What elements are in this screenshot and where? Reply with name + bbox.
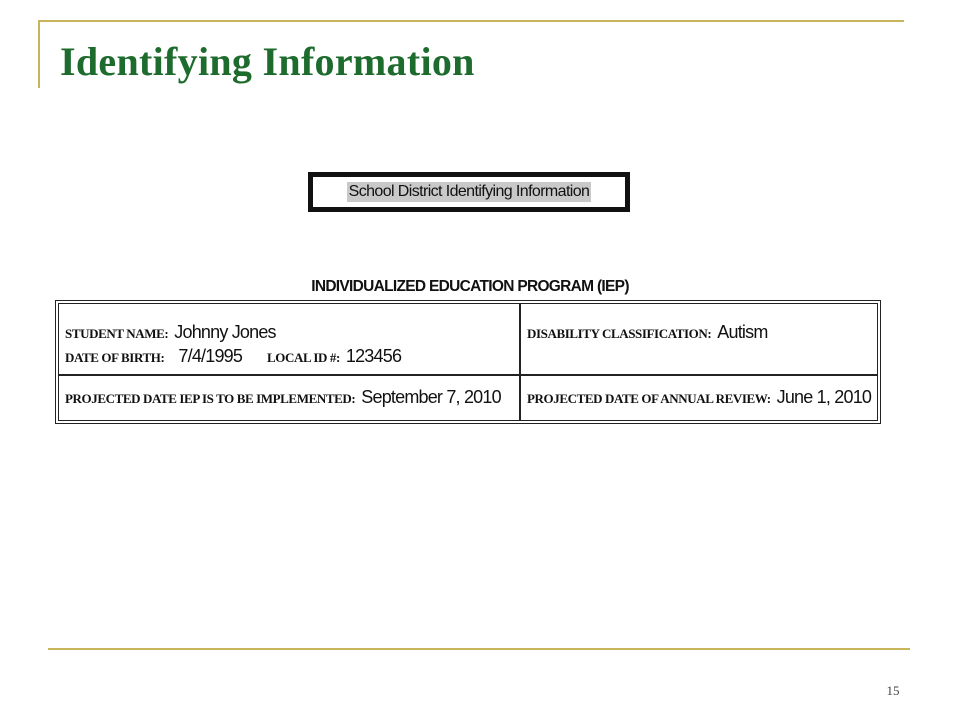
- annual-review-value: June 1, 2010: [776, 387, 872, 407]
- annual-review-field: [527, 387, 871, 408]
- slide-title: Identifying Information: [60, 39, 475, 84]
- iep-form-table: [55, 300, 881, 424]
- implementation-date-value: September 7, 2010: [361, 387, 501, 407]
- local-id-value: 123456: [345, 346, 402, 366]
- disability-field: [527, 322, 768, 343]
- page-number: 15: [886, 683, 900, 698]
- bottom-rule: [48, 648, 910, 650]
- iep-heading: INDIVIDUALIZED EDUCATION PROGRAM (IEP): [311, 278, 629, 295]
- top-rule: [38, 20, 904, 22]
- date-of-birth-label: DATE OF BIRTH:: [65, 350, 165, 365]
- local-id-field: [267, 346, 401, 367]
- annual-review-label: PROJECTED DATE OF ANNUAL REVIEW:: [527, 391, 771, 406]
- implementation-date-cell: [59, 376, 521, 420]
- disability-cell: [521, 304, 877, 376]
- student-info-cell: [59, 304, 521, 376]
- student-name-field: [65, 322, 276, 343]
- date-of-birth-field: [65, 346, 242, 367]
- student-name-label: STUDENT NAME:: [65, 326, 169, 341]
- date-of-birth-value: 7/4/1995: [178, 346, 243, 366]
- left-rule: [38, 20, 40, 88]
- district-info-label: School District Identifying Information: [348, 183, 590, 200]
- district-info-box: [308, 172, 630, 212]
- disability-label: DISABILITY CLASSIFICATION:: [527, 326, 712, 341]
- implementation-date-field: [65, 387, 501, 408]
- disability-value: Autism: [717, 322, 768, 342]
- local-id-label: LOCAL ID #:: [267, 350, 340, 365]
- implementation-date-label: PROJECTED DATE IEP IS TO BE IMPLEMENTED:: [65, 391, 356, 406]
- annual-review-cell: [521, 376, 877, 420]
- student-name-value: Johnny Jones: [174, 322, 276, 342]
